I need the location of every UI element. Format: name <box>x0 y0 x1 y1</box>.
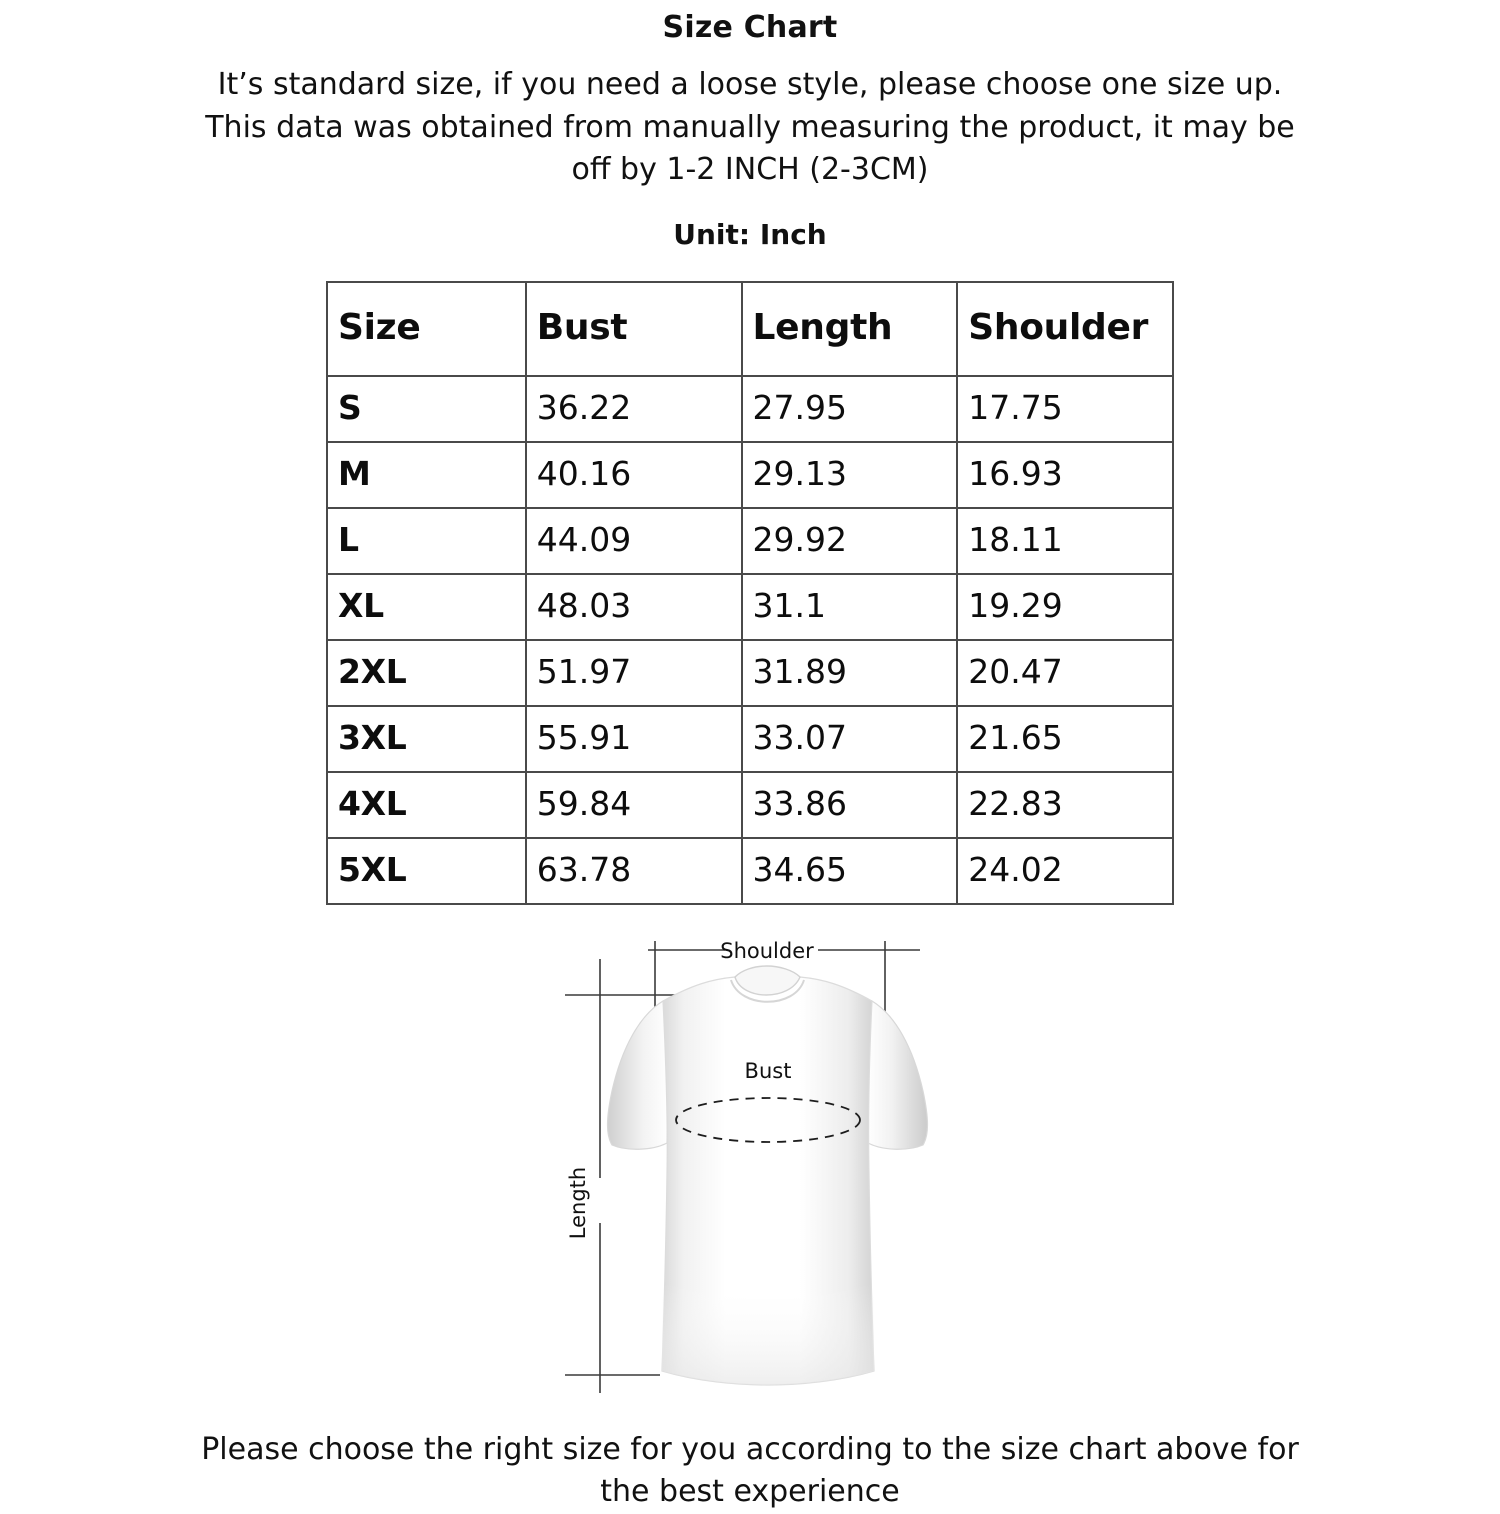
cell-length: 27.95 <box>742 376 958 442</box>
column-header-length: Length <box>742 282 958 376</box>
cell-shoulder: 18.11 <box>957 508 1173 574</box>
cell-bust: 51.97 <box>526 640 742 706</box>
table-body <box>327 376 1173 904</box>
table-row <box>327 442 1173 508</box>
cell-bust: 59.84 <box>526 772 742 838</box>
cell-shoulder: 21.65 <box>957 706 1173 772</box>
tshirt-measure-svg <box>0 923 1500 1423</box>
cell-size: 2XL <box>327 640 526 706</box>
table-row <box>327 376 1173 442</box>
length-label: Length <box>566 1166 590 1239</box>
table-header-row <box>327 282 1173 376</box>
cell-length: 34.65 <box>742 838 958 904</box>
table-row <box>327 574 1173 640</box>
cell-shoulder: 19.29 <box>957 574 1173 640</box>
cell-size: S <box>327 376 526 442</box>
cell-shoulder: 20.47 <box>957 640 1173 706</box>
measurement-diagram <box>0 923 1500 1423</box>
cell-bust: 44.09 <box>526 508 742 574</box>
table-row <box>327 838 1173 904</box>
cell-bust: 55.91 <box>526 706 742 772</box>
table-row <box>327 706 1173 772</box>
cell-size: 3XL <box>327 706 526 772</box>
cell-bust: 36.22 <box>526 376 742 442</box>
table-row <box>327 772 1173 838</box>
cell-size: M <box>327 442 526 508</box>
cell-bust: 48.03 <box>526 574 742 640</box>
column-header-size: Size <box>327 282 526 376</box>
column-header-bust: Bust <box>526 282 742 376</box>
table-head <box>327 282 1173 376</box>
cell-size: XL <box>327 574 526 640</box>
cell-shoulder: 16.93 <box>957 442 1173 508</box>
cell-bust: 63.78 <box>526 838 742 904</box>
cell-bust: 40.16 <box>526 442 742 508</box>
cell-size: 5XL <box>327 838 526 904</box>
cell-size: L <box>327 508 526 574</box>
column-header-shoulder: Shoulder <box>957 282 1173 376</box>
table-row <box>327 640 1173 706</box>
shoulder-label: Shoulder <box>720 938 814 963</box>
cell-length: 33.86 <box>742 772 958 838</box>
cell-shoulder: 17.75 <box>957 376 1173 442</box>
cell-length: 31.1 <box>742 574 958 640</box>
tshirt-illustration <box>608 966 928 1385</box>
intro-text: It’s standard size, if you need a loose style, please choose one size up. This data was obtained from manually measuring the product, it may be off by 1-2 INCH (2-3CM) <box>205 67 1295 188</box>
size-table <box>326 281 1174 905</box>
cell-shoulder: 24.02 <box>957 838 1173 904</box>
cell-length: 31.89 <box>742 640 958 706</box>
footer-text: Please choose the right size for you according to the size chart above for the best experience <box>201 1431 1299 1510</box>
table-row <box>327 508 1173 574</box>
cell-length: 29.13 <box>742 442 958 508</box>
unit-label: Unit: Inch <box>673 217 827 251</box>
cell-length: 29.92 <box>742 508 958 574</box>
cell-length: 33.07 <box>742 706 958 772</box>
bust-label: Bust <box>744 1058 792 1083</box>
cell-size: 4XL <box>327 772 526 838</box>
size-table-wrapper <box>326 281 1174 905</box>
cell-shoulder: 22.83 <box>957 772 1173 838</box>
page-title: Size Chart <box>662 10 838 45</box>
